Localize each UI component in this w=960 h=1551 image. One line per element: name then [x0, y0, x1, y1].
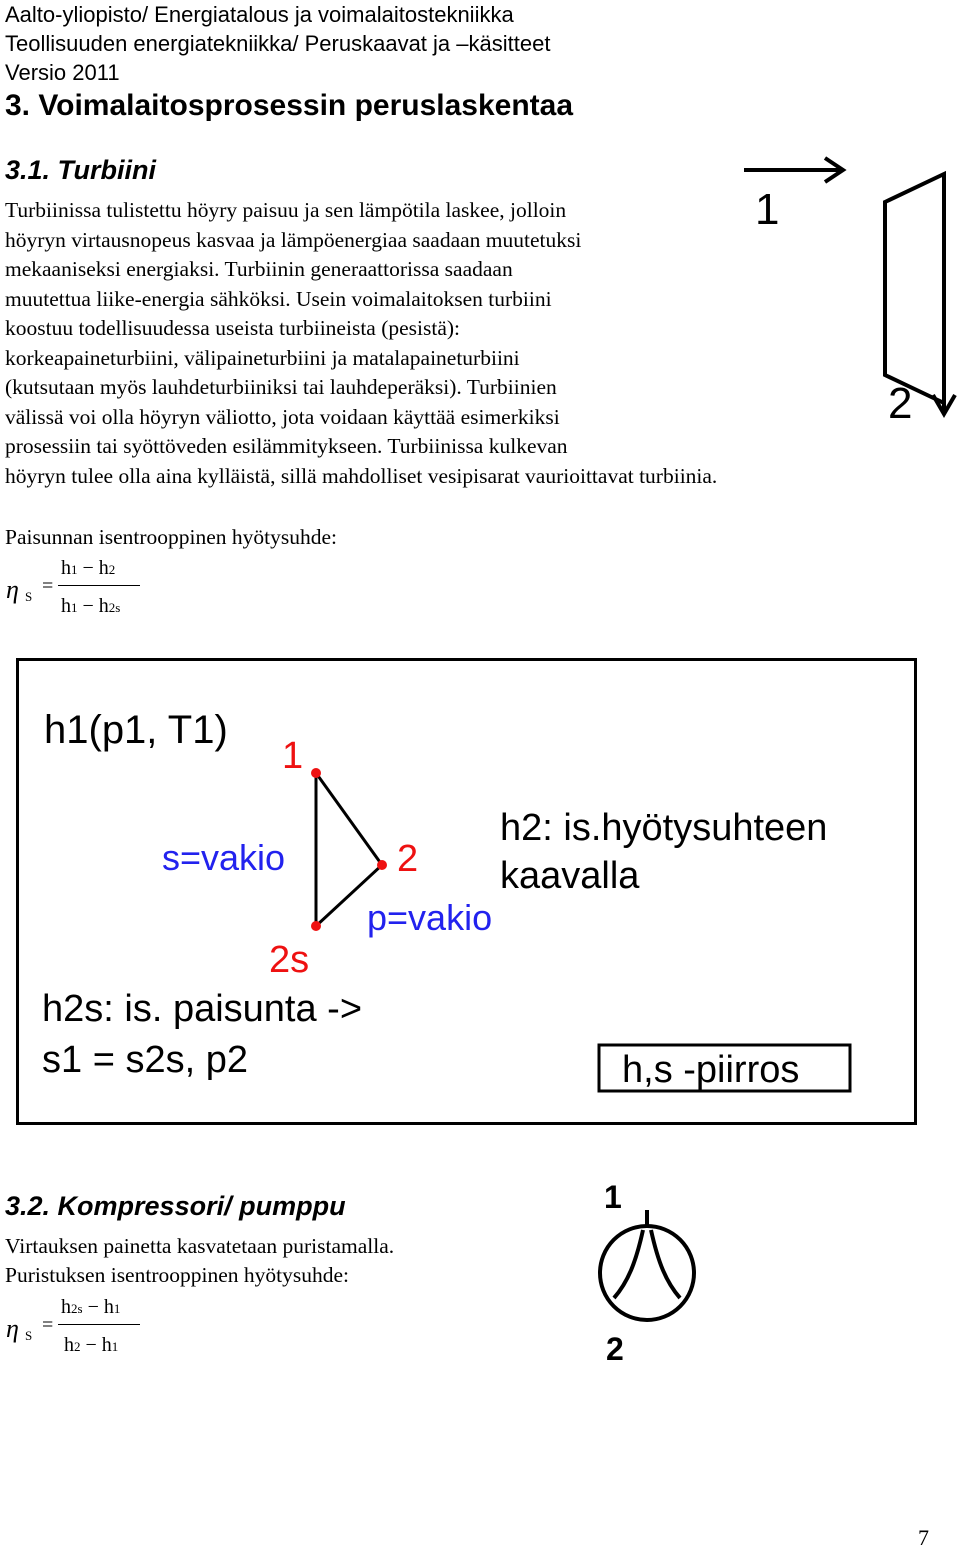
chapter-title: 3. Voimalaitosprosessin peruslaskentaa	[5, 89, 574, 122]
term: h	[98, 595, 109, 617]
hs-h2-line2: kaavalla	[500, 855, 640, 897]
term: h	[101, 1334, 112, 1356]
subscript: 2	[108, 562, 116, 577]
subscript: 1	[111, 1339, 119, 1354]
section-title-compressor: 3.2. Kompressori/ pumppu	[5, 1191, 346, 1221]
subscript: 1	[113, 1301, 121, 1316]
pump-vane-right	[651, 1230, 680, 1298]
formula-denominator	[61, 595, 120, 618]
eta-subscript: S	[25, 1328, 33, 1343]
pump-label-2: 2	[606, 1331, 624, 1367]
equals-sign: =	[42, 575, 54, 597]
minus: −	[82, 557, 94, 579]
hs-h2s-line1: h2s: is. paisunta ->	[42, 988, 363, 1030]
subscript: 1	[71, 600, 78, 615]
hs-p-const: p=vakio	[367, 897, 493, 938]
paragraph-line: muutettua liike-energia sähköksi. Usein voimalaitoksen turbiini	[5, 287, 552, 311]
paragraph-line: Turbiinissa tulistettu höyry paisuu ja sen lämpötila laskee, jolloin	[5, 198, 567, 222]
header-course: Teollisuuden energiatekniikka/ Peruskaavat ja –käsitteet	[5, 31, 551, 56]
paragraph-line: välissä voi olla höyryn väliotto, jota voidaan käyttää esimerkiksi	[5, 405, 560, 429]
header-organization: Aalto-yliopisto/ Energiatalous ja voimalaitostekniikka	[5, 2, 514, 27]
hs-h2s-line2: s1 = s2s, p2	[42, 1039, 248, 1081]
paragraph-line: koostuu todellisuudessa useista turbiineista (pesistä):	[5, 316, 461, 340]
paragraph-line: (kutsutaan myös lauhdeturbiiniksi tai lauhdeperäksi). Turbiinien	[5, 375, 557, 399]
paragraph-line: höyryn virtausnopeus kasvaa ja lämpöenergiaa saadaan muutetuksi	[5, 228, 582, 252]
eta-subscript: S	[25, 589, 33, 604]
paragraph-line: prosessiin tai syöttöveden esilämmitykseen. Turbiinissa kulkevan	[5, 434, 568, 458]
subscript: 2s	[71, 1301, 83, 1316]
term: h	[61, 557, 71, 579]
formula-numerator	[61, 1296, 120, 1319]
minus: −	[82, 595, 94, 617]
term: h	[103, 1296, 114, 1318]
term: h	[61, 595, 71, 617]
formula-denominator	[64, 1334, 118, 1357]
section-title-turbine: 3.1. Turbiini	[5, 155, 157, 185]
hs-label-2s: 2s	[269, 939, 310, 981]
compressor-line: Puristuksen isentrooppinen hyötysuhde:	[5, 1263, 349, 1287]
turbine-label-2: 2	[888, 379, 913, 428]
point-2-marker	[377, 860, 387, 870]
fraction-bar	[58, 585, 140, 586]
expansion-efficiency-label: Paisunnan isentrooppinen hyötysuhde:	[5, 525, 338, 549]
page-number: 7	[918, 1525, 929, 1550]
fraction-bar	[58, 1324, 140, 1325]
hs-title-h1: h1(p1, T1)	[44, 708, 228, 752]
hs-label-2: 2	[397, 838, 419, 880]
turbine-symbol	[730, 150, 960, 430]
subscript: 2	[74, 1339, 81, 1354]
hs-h2-line1: h2: is.hyötysuhteen	[500, 807, 828, 849]
hs-boxed-label: h,s -piirros	[622, 1049, 800, 1091]
minus: −	[87, 1296, 99, 1318]
equals-sign: =	[42, 1314, 54, 1336]
eta-symbol: η	[6, 575, 19, 604]
hs-s-const: s=vakio	[162, 837, 286, 878]
term: h	[61, 1296, 71, 1318]
pump-vane-left	[614, 1230, 643, 1298]
compressor-efficiency-formula	[6, 1294, 146, 1369]
eta-symbol: η	[6, 1314, 19, 1343]
formula-numerator	[61, 557, 115, 580]
pump-symbol	[596, 1172, 706, 1372]
hs-diagram	[16, 658, 918, 1126]
term: h	[98, 557, 109, 579]
turbine-body	[885, 174, 944, 403]
subscript: 1	[71, 562, 78, 577]
hs-label-1: 1	[282, 735, 304, 777]
turbine-efficiency-formula	[6, 555, 146, 630]
pump-label-1: 1	[604, 1179, 622, 1215]
header-version: Versio 2011	[5, 60, 120, 85]
paragraph-line: höyryn tulee olla aina kylläistä, sillä mahdolliset vesipisarat vaurioittavat turbiinia.	[5, 464, 718, 488]
paragraph-line: korkeapaineturbiini, välipaineturbiini ja matalapaineturbiini	[5, 346, 520, 370]
turbine-label-1: 1	[755, 185, 780, 234]
paragraph-line: mekaaniseksi energiaksi. Turbiinin generaattorissa saadaan	[5, 257, 513, 281]
subscript: 2s	[108, 600, 121, 615]
point-1-marker	[311, 768, 321, 778]
minus: −	[85, 1334, 97, 1356]
term: h	[64, 1334, 74, 1356]
compressor-line: Virtauksen painetta kasvatetaan puristamalla.	[5, 1234, 395, 1258]
pump-body	[600, 1226, 694, 1320]
point-2s-marker	[311, 921, 321, 931]
